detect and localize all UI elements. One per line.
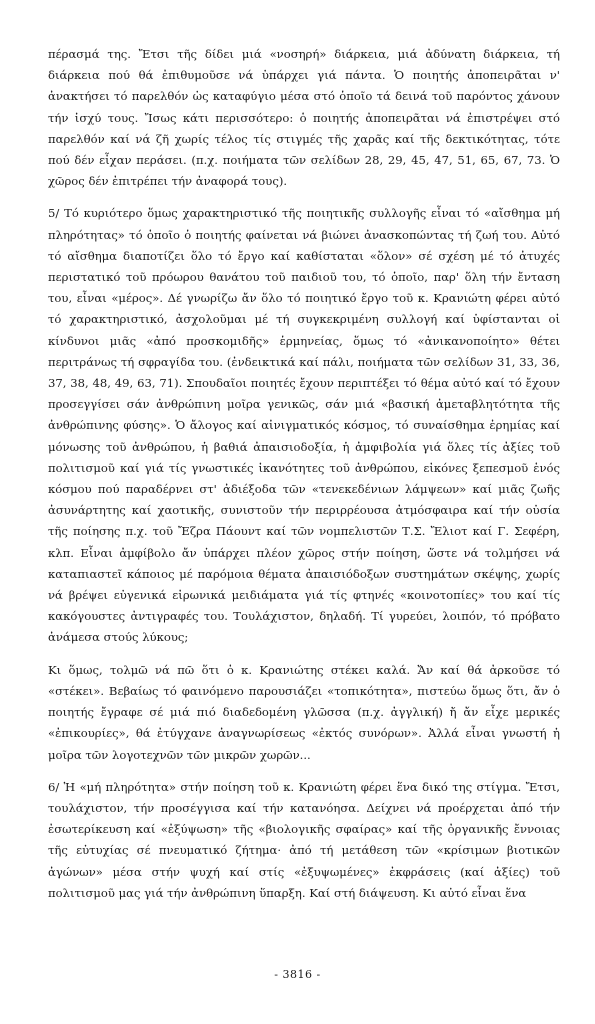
- paragraph-section-5-continued: Κι ὅμως, τολμῶ νά πῶ ὅτι ὁ κ. Κρανιώτης στέκει καλά. Ἄν καί θά ἀρκοῦσε τό «στέκει». Βεβαίως τό φαινόμενο παρουσιάζει «τοπικότητα», πιστεύω ὅμως ὅτι, ἄν ὁ ποιητής ἔγραφε σέ μιά πιό διαδεδομένη γλῶσσα (π.χ. ἀγγλική) ἤ ἄν εἶχε μερικές «ἐπικουρίες», θά ἐτύγχανε ἀναγνωρίσεως «ἐκτός συνόρων». Ἀλλά εἶναι γνωστή ἡ μοῖρα τῶν λογοτεχνῶν τῶν μικρῶν χωρῶν...: [48, 662, 560, 762]
- paragraph-section-5: 5/ Τό κυριότερο ὅμως χαρακτηριστικό τῆς ποιητικῆς συλλογῆς εἶναι τό «αἴσθημα μή πληρότητας» τό ὁποῖο ὁ ποιητής φαίνεται νά βιώνει ἀνασκοπώντας τή ζωή του. Αὐτό τό αἴσθημα διαποτίζει ὅλο τό ἔργο καί καθίσταται «ὅλον» σέ σχέση μέ τό ἀτυχές περιστατικό τοῦ πρόωρου θανάτου τοῦ παιδιοῦ του, τό ὁποῖο, παρ' ὅλη τήν ἔνταση του, εἶναι «μέρος». Δέ γνωρίζω ἄν ὅλο τό ποιητικό ἔργο τοῦ κ. Κρανιώτη φέρει αὐτό τό χαρακτηριστικό, ἀσχολοῦμαι μέ τή συγκεκριμένη συλλογή καί ὑφίστανται οἱ κίνδυνοι μιᾶς «ἀπό προσκομιδῆς» ἑρμηνείας, ὅμως τό «ἀνικανοποίητο» θέτει περιτράνως τή σφραγίδα του. (ἐνδεικτικά καί πάλι, ποιήματα τῶν σελίδων 31, 33, 36, 37, 38, 48, 49, 63, 71). Σπουδαῖοι ποιητές ἔχουν περιπτέξει τό θέμα αὐτό καί τό ἔχουν προσεγγίσει σάν ἀνθρώπινη μοῖρα γενικῶς, σάν μιά «βασική ἀμεταβλητότητα τῆς ἀνθρώπινης φύσης». Ὁ ἄλογος καί αἰνιγματικός κόσμος, τό συναίσθημα ἐρημίας καί μόνωσης τοῦ ἀνθρώπου, ἡ βαθιά ἀπαισιοδοξία, ἡ ἀμφιβολία γιά ὅλες τίς ἀξίες τοῦ πολιτισμοῦ καί γιά τίς γνωστικές ἱκανότητες τοῦ ἀνθρώπου, εἰκόνες ξεπεσμοῦ ἑνός κόσμου πού παραδέρνει στ' ἀδιέξοδα τῶν «τενεκεδένιων λάμψεων» καί μιᾶς ζωῆς ἀσυνάρτητης καί χαοτικῆς, συνιστοῦν τήν περιρρέουσα ἀτμόσφαιρα καί τήν οὐσία τῆς ποίησης π.χ. τοῦ Ἔζρα Πάουντ καί τῶν νομπελιστῶν Τ.Σ. Ἔλιοτ καί Γ. Σεφέρη, κλπ. Εἶναι ἀμφίβολο ἄν ὑπάρχει πλέον χῶρος στήν ποίηση, ὥστε νά τολμήσει νά καταπιαστεῖ κάποιος μέ παρόμοια θέματα ἀπαισιόδοξων συστημάτων σκέψης, χωρίς νά βρέψει εὐγενικά εἰρωνικά μειδιάματα γιά τίς φτηνές «κοινοτοπίες» του καί τίς κακόγουστες ἀντιγραφές του. Τουλάχιστον, δηλαδή. Τί γυρεύει, λοιπόν, τό πρόβατο ἀνάμεσα στούς λύκους;: [48, 206, 560, 645]
- paragraph-section-6: 6/ Ἡ «μή πληρότητα» στήν ποίηση τοῦ κ. Κρανιώτη φέρει ἕνα δικό της στίγμα. Ἔτσι, τουλάχιστον, τήν προσέγγισα καί τήν κατανόησα. Δείχνει νά προέρχεται ἀπό τήν ἐσωτερίκευση καί «ἐξύψωση» τῆς «βιολογικῆς σφαίρας» καί τῆς ὀργανικῆς ἔννοιας τῆς εὐτυχίας σέ πνευματικό ζήτημα· ἀπό τή μετάθεση τῶν «κρίσιμων βιοτικῶν ἀγώνων» μέσα στήν ψυχή καί στίς «ἐξυψωμένες» ἐκφράσεις (καί ἀξίες) τοῦ πολιτισμοῦ μας γιά τήν ἀνθρώπινη ὕπαρξη. Καί στή διάψευση. Κι αὐτό εἶναι ἕνα: [48, 779, 560, 900]
- page-body: [48, 44, 560, 1014]
- page-number: - 3816 -: [274, 968, 321, 981]
- paragraph-continuation: πέρασμά της. Ἔτσι τῆς δίδει μιά «νοσηρή» διάρκεια, μιά ἀδύνατη διάρκεια, τή διάρκεια πού θά ἐπιθυμοῦσε νά ὑπάρχει γιά πάντα. Ὁ ποιητής ἀποπειρᾶται ν' ἀνακτήσει τό παρελθόν ὡς καταφύγιο μέσα στό ὁποῖο τά δεινά τοῦ παρόντος χάνουν τήν ἰσχύ τους. Ἴσως κάτι περισσότερο: ὁ ποιητής ἀποπειρᾶται νά ἐπιστρέψει στό παρελθόν καί νά ζῆ χωρίς τέλος τίς στιγμές τῆς χαρᾶς καί τῆς δεκτικότητας, τότε πού δέν εἶχαν περάσει. (π.χ. ποιήματα τῶν σελίδων 28, 29, 45, 47, 51, 65, 67, 73. Ὁ χῶρος δέν ἐπιτρέπει τήν ἀναφορά τους).: [48, 47, 560, 189]
